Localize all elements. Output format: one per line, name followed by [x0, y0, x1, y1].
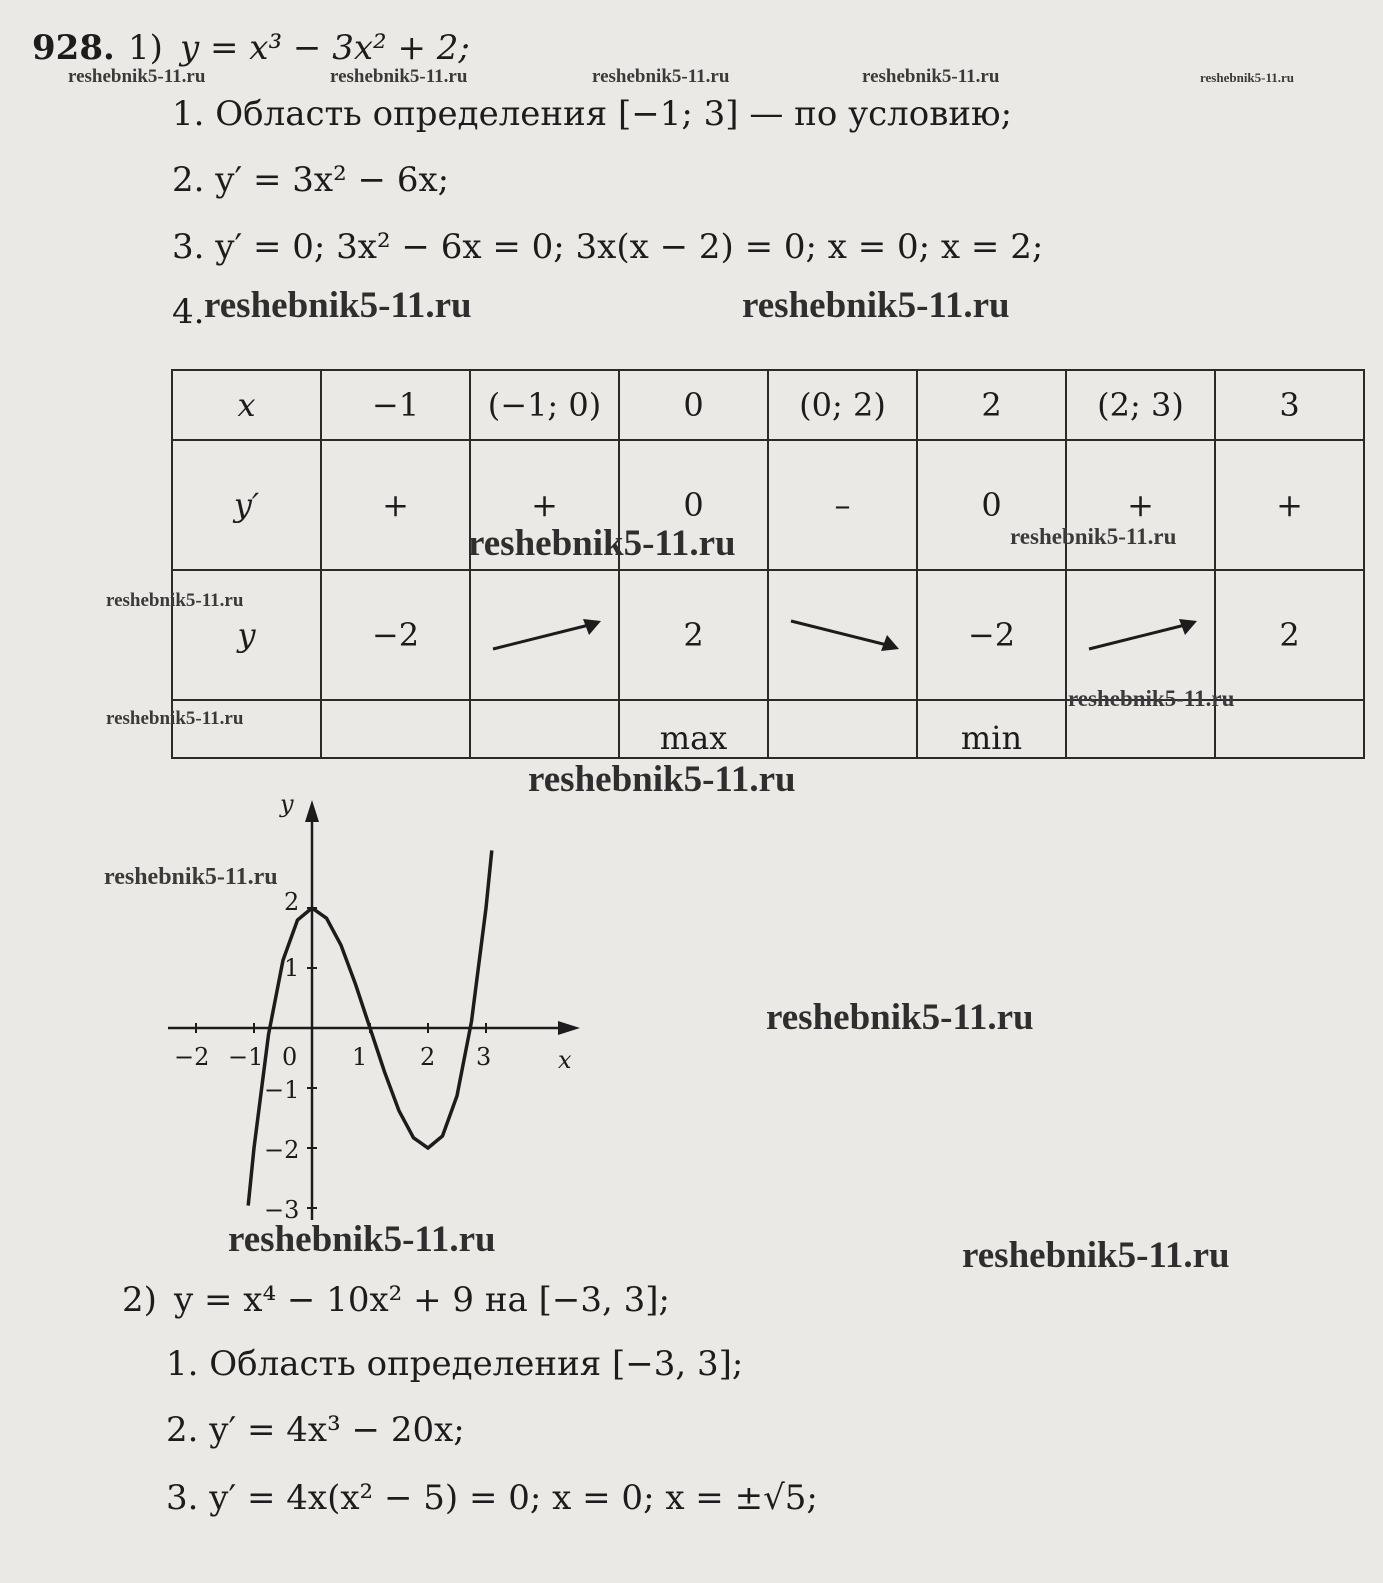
x-tick-label: 3 [476, 1043, 492, 1071]
table-cell: −2 [321, 570, 470, 700]
y-tick-label: −1 [264, 1076, 300, 1104]
table-cell: + [321, 440, 470, 570]
x-axis-arrow-icon [558, 1021, 580, 1035]
part1-label: 1) [128, 28, 163, 68]
table-row-derivative [172, 440, 1364, 570]
part1-step-2: 2. y′ = 3x² − 6x; [172, 160, 450, 200]
watermark: reshebnik5-11.ru [1010, 524, 1177, 549]
table-cell: (−1; 0) [470, 370, 619, 440]
function-graph [160, 790, 600, 1240]
part2-step-1: 1. Область определения [−3, 3]; [166, 1344, 744, 1384]
table-cell: 2 [619, 570, 768, 700]
table-cell: 0 [917, 440, 1066, 570]
part2-step-2: 2. y′ = 4x³ − 20x; [166, 1410, 465, 1450]
y-axis-arrow-icon [305, 800, 319, 822]
increasing-arrow-icon [470, 570, 619, 700]
table-cell: + [470, 440, 619, 570]
watermark: reshebnik5-11.ru [528, 759, 796, 800]
problem-number: 928. [32, 28, 115, 68]
table-row-x [172, 370, 1364, 440]
table-cell [1215, 700, 1364, 758]
watermark: reshebnik5-11.ru [1200, 70, 1295, 85]
table-cell: 2 [1215, 570, 1364, 700]
part1-step-3: 3. y′ = 0; 3x² − 6x = 0; 3x(x − 2) = 0; x = 0; x = 2; [172, 227, 1044, 267]
table-cell: (0; 2) [768, 370, 917, 440]
table-cell: – [768, 440, 917, 570]
x-axis-label: x [558, 1046, 572, 1074]
watermark: reshebnik5-11.ru [106, 590, 244, 611]
table-cell: 0 [619, 440, 768, 570]
x-tick-label: −1 [228, 1043, 264, 1071]
table-cell [321, 700, 470, 758]
watermark: reshebnik5-11.ru [106, 708, 244, 729]
table-cell [768, 700, 917, 758]
y-tick-label: 2 [284, 888, 300, 916]
part2-step-3: 3. y′ = 4x(x² − 5) = 0; x = 0; x = ±√5; [166, 1478, 818, 1518]
watermark: reshebnik5-11.ru [592, 66, 730, 87]
watermark: reshebnik5-11.ru [742, 285, 1010, 326]
part1-step-1: 1. Область определения [−1; 3] — по условию; [172, 94, 1013, 134]
watermark: reshebnik5-11.ru [1068, 686, 1235, 711]
y-tick-label: −2 [264, 1136, 300, 1164]
table-cell: 2 [917, 370, 1066, 440]
decreasing-arrow-icon [768, 570, 917, 700]
table-cell: x [172, 370, 321, 440]
table-cell: (2; 3) [1066, 370, 1215, 440]
y-axis-label: y [280, 790, 294, 818]
watermark: reshebnik5-11.ru [204, 285, 472, 326]
x-tick-label: −2 [174, 1043, 210, 1071]
table-cell: y [172, 570, 321, 700]
part1-function: y = x³ − 3x² + 2; [180, 28, 470, 68]
y-tick-label: −3 [264, 1196, 300, 1224]
watermark: reshebnik5-11.ru [862, 66, 1000, 87]
watermark: reshebnik5-11.ru [962, 1235, 1230, 1276]
table-cell: −2 [917, 570, 1066, 700]
watermark: reshebnik5-11.ru [766, 997, 1034, 1038]
watermark: reshebnik5-11.ru [104, 864, 278, 890]
increasing-arrow-icon [1066, 570, 1215, 700]
table-cell [470, 700, 619, 758]
x-tick-label: 1 [352, 1043, 368, 1071]
watermark: reshebnik5-11.ru [228, 1219, 496, 1260]
table-cell-min: min [917, 700, 1066, 758]
table-cell-max: max [619, 700, 768, 758]
watermark: reshebnik5-11.ru [468, 523, 736, 564]
part2-label: 2) [122, 1280, 157, 1320]
x-tick-label: 2 [420, 1043, 436, 1071]
watermark: reshebnik5-11.ru [68, 66, 206, 87]
watermark: reshebnik5-11.ru [330, 66, 468, 87]
table-cell: 3 [1215, 370, 1364, 440]
x-tick-label: 0 [282, 1043, 298, 1071]
y-tick-label: 1 [284, 954, 300, 982]
part1-step-4: 4. [172, 292, 205, 332]
table-cell: −1 [321, 370, 470, 440]
table-cell: + [1066, 440, 1215, 570]
table-cell: 0 [619, 370, 768, 440]
table-cell: y′ [172, 440, 321, 570]
table-cell: + [1215, 440, 1364, 570]
part2-function: y = x⁴ − 10x² + 9 на [−3, 3]; [174, 1280, 670, 1320]
table-row-y [172, 570, 1364, 700]
